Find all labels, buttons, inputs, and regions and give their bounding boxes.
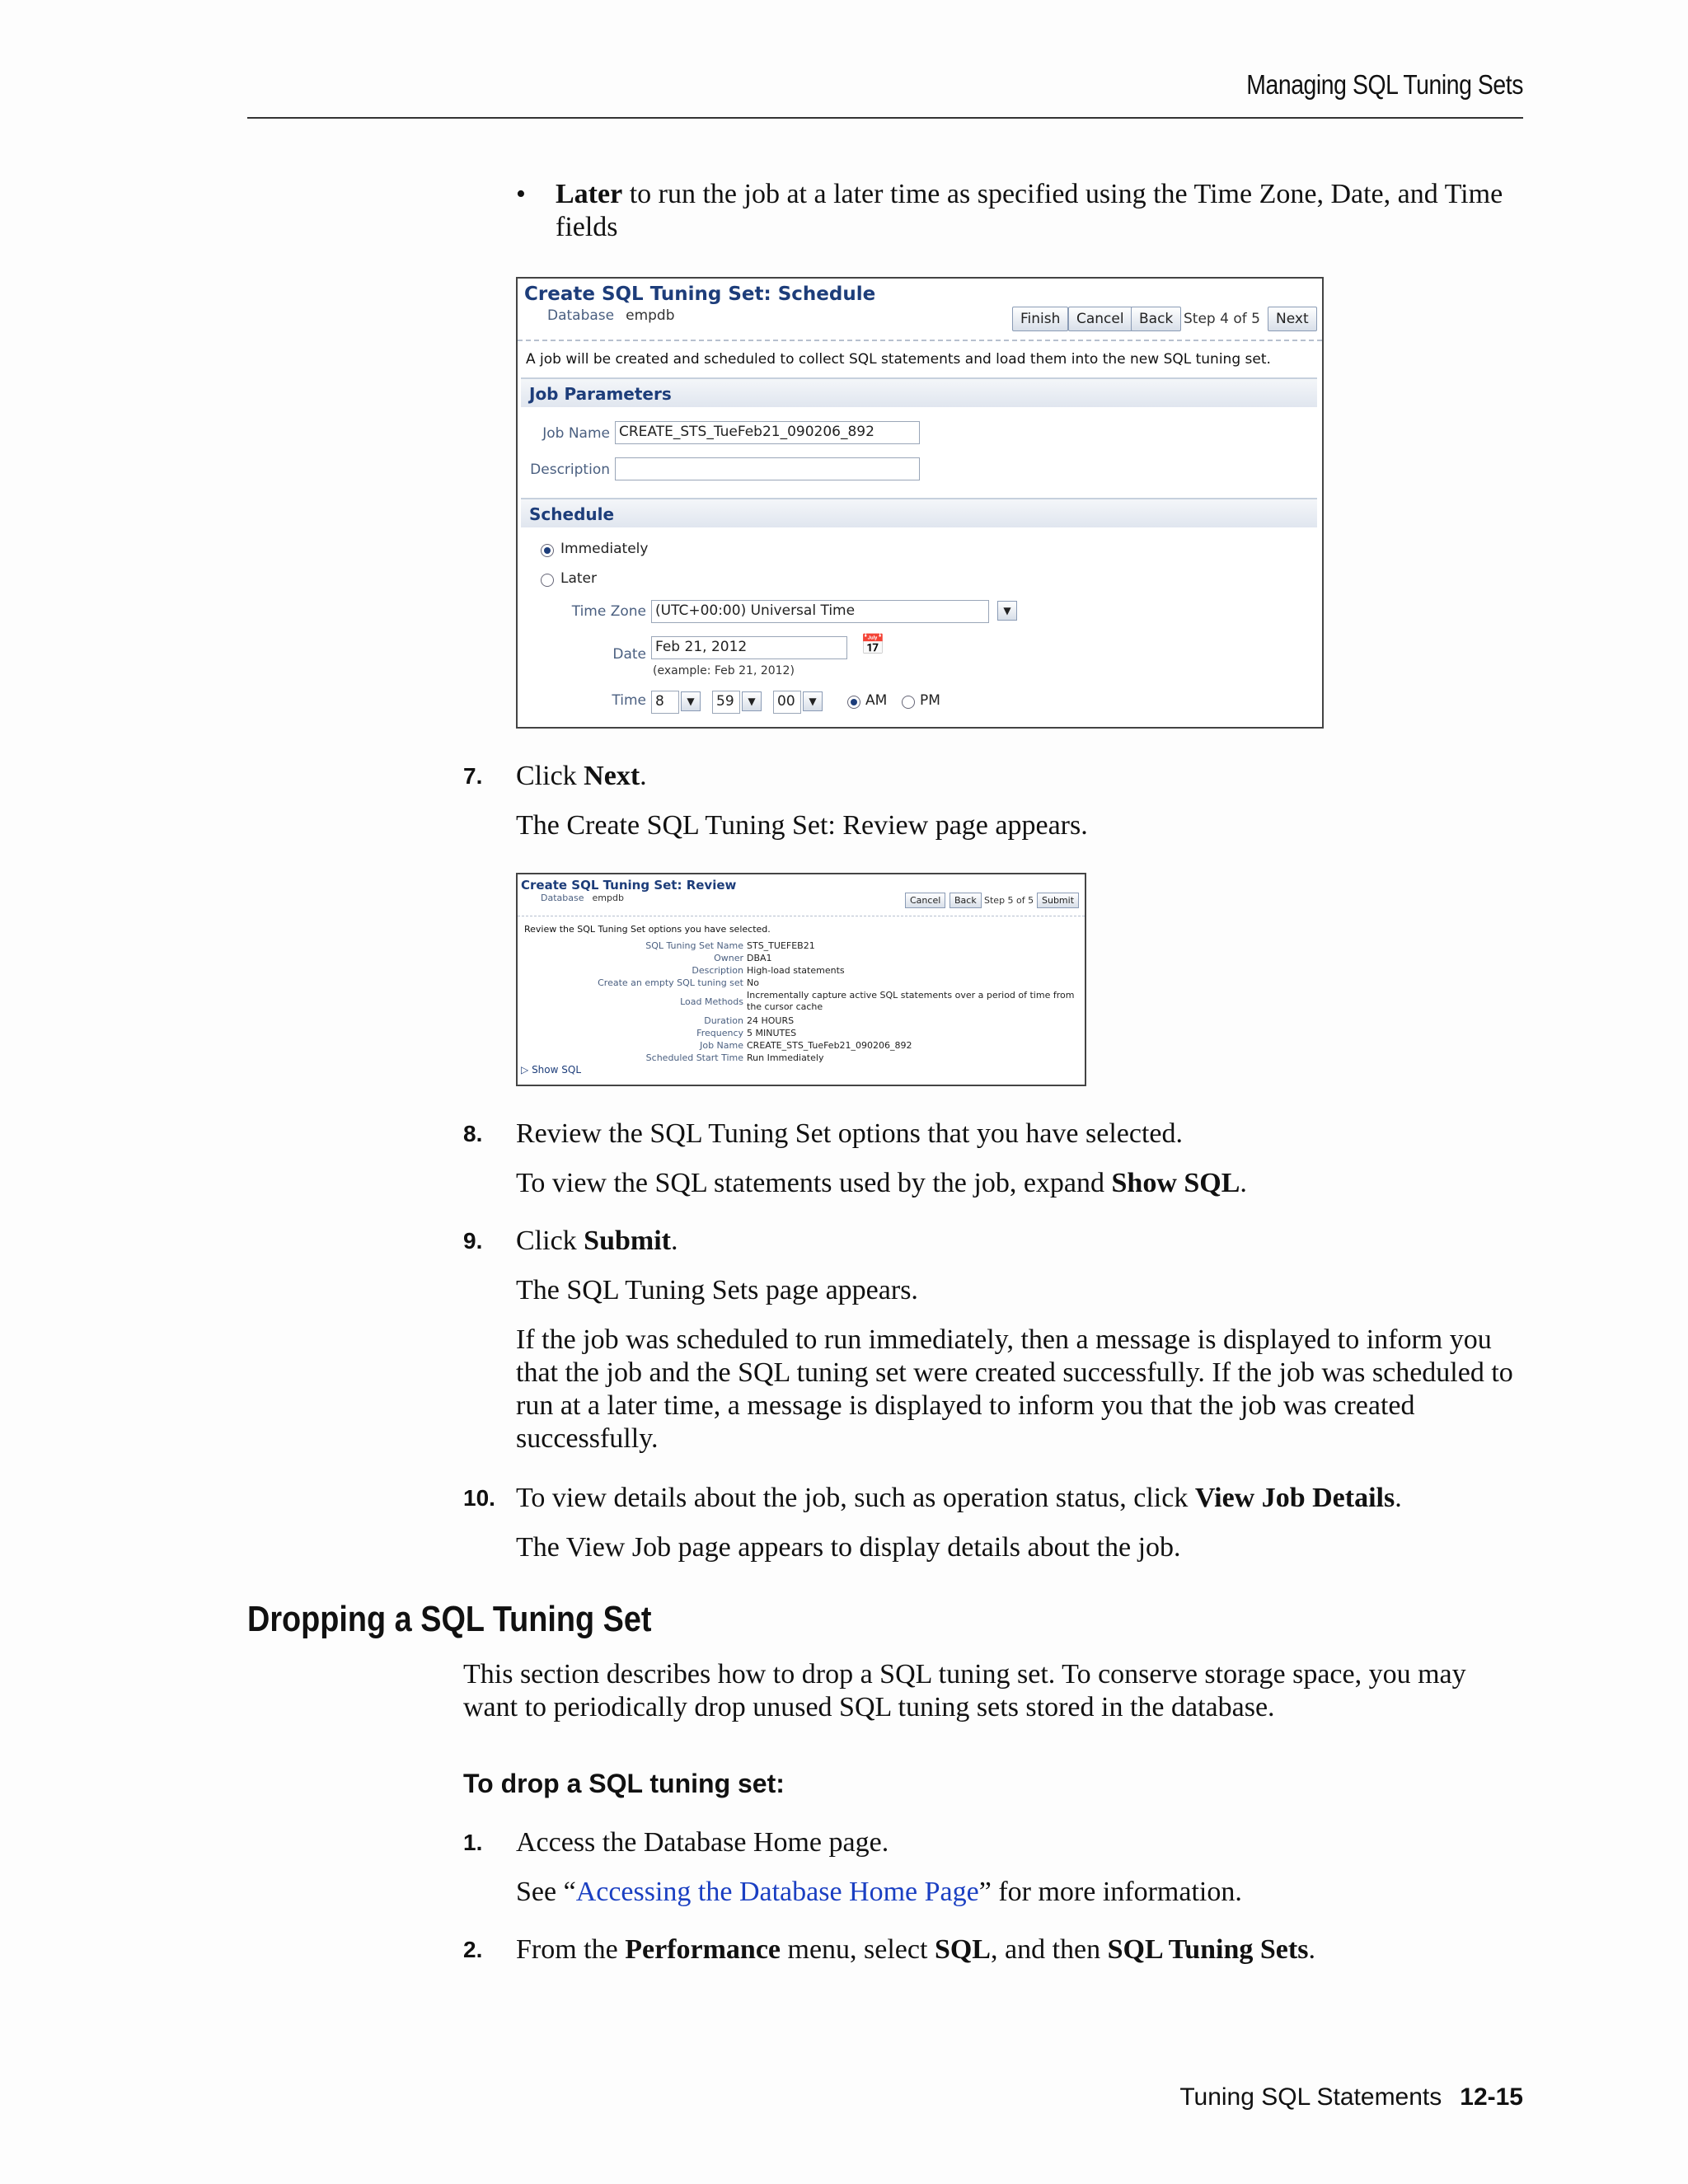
step-10-post: . xyxy=(1395,1483,1402,1513)
description-label: Description xyxy=(530,462,610,478)
d2-sql-tuning-sets: SQL Tuning Sets xyxy=(1107,1934,1309,1965)
d2-a: From the xyxy=(516,1934,626,1965)
step-8-sub-post: . xyxy=(1240,1168,1247,1198)
drop-step-1-number: 1. xyxy=(463,1830,483,1855)
step-7-pre: Click xyxy=(516,761,584,791)
review-value-job-name: CREATE_STS_TueFeb21_090206_892 xyxy=(747,1040,912,1051)
review-label-frequency: Frequency xyxy=(696,1028,743,1038)
pm-label: PM xyxy=(920,692,940,709)
review-label-owner: Owner xyxy=(714,953,743,963)
step-7-result: The Create SQL Tuning Set: Review page appears. xyxy=(516,810,1088,841)
section-intro: This section describes how to drop a SQL tuning set. To conserve storage space, you may want to periodically drop unused SQL tuning sets stored in the database. xyxy=(463,1659,1466,1722)
d2-c: menu, select xyxy=(781,1934,935,1965)
review-value-sts-name: STS_TUEFEB21 xyxy=(747,940,815,951)
step-7-text xyxy=(516,760,1523,793)
hour-select[interactable]: 8 xyxy=(651,691,679,714)
d2-sql: SQL xyxy=(934,1934,991,1965)
pm-radio[interactable] xyxy=(902,696,915,709)
step-9-result: The SQL Tuning Sets page appears. xyxy=(516,1275,918,1305)
review-cancel-button[interactable]: Cancel xyxy=(905,893,945,908)
review-screenshot xyxy=(516,873,1086,1086)
minute-select[interactable]: 59 xyxy=(712,691,740,714)
step-10-number: 10. xyxy=(463,1485,495,1511)
review-value-duration: 24 HOURS xyxy=(747,1015,795,1026)
drop-step-2-number: 2. xyxy=(463,1937,483,1962)
review-label-start-time: Scheduled Start Time xyxy=(645,1052,743,1063)
database-value: empdb xyxy=(626,307,675,324)
drop-step-2-text xyxy=(516,1933,1523,1966)
review-step-indicator: Step 5 of 5 xyxy=(984,895,1034,906)
review-value-empty-set: No xyxy=(747,977,759,988)
review-intro: Review the SQL Tuning Set options you have selected. xyxy=(524,924,771,935)
date-input[interactable]: Feb 21, 2012 xyxy=(651,636,847,659)
step-9-paragraph: If the job was scheduled to run immediately, then a message is displayed to inform you that the job and the SQL tuning set were created successfully. If the job was scheduled to run at a later time, a message is displayed to inform you that the job was created successfully. xyxy=(516,1324,1513,1454)
calendar-icon[interactable]: 📅 xyxy=(860,633,885,656)
review-label-sts-name: SQL Tuning Set Name xyxy=(645,940,743,951)
job-name-input[interactable]: CREATE_STS_TueFeb21_090206_892 xyxy=(615,421,920,444)
drop-step-1-see xyxy=(516,1876,1523,1909)
d2-e: , and then xyxy=(990,1934,1108,1965)
step-9-number: 9. xyxy=(463,1228,483,1254)
schedule-heading: Schedule xyxy=(529,504,615,524)
step-7-bold: Next xyxy=(584,761,640,791)
step-8-sub xyxy=(516,1167,1523,1200)
bullet-text: to run the job at a later time as specified using the Time Zone, Date, and Time fields xyxy=(556,179,1503,242)
review-database-value: empdb xyxy=(592,893,624,903)
d2-performance: Performance xyxy=(625,1934,781,1965)
hour-dropdown-icon[interactable]: ▼ xyxy=(681,691,701,711)
later-radio[interactable] xyxy=(541,574,554,587)
drop-step-1-text: Access the Database Home page. xyxy=(516,1827,889,1858)
review-label-empty-set: Create an empty SQL tuning set xyxy=(598,977,743,988)
step-8-sub-pre: To view the SQL statements used by the job, expand xyxy=(516,1168,1112,1198)
review-submit-button[interactable]: Submit xyxy=(1037,893,1079,908)
page-footer xyxy=(1179,2083,1523,2111)
time-zone-label: Time Zone xyxy=(571,603,646,620)
divider xyxy=(518,340,1322,341)
step-8-text: Review the SQL Tuning Set options that you have selected. xyxy=(516,1118,1183,1149)
review-back-button[interactable]: Back xyxy=(950,893,982,908)
bullet-later xyxy=(516,178,1523,244)
second-select[interactable]: 00 xyxy=(773,691,801,714)
step-9-pre: Click xyxy=(516,1226,584,1256)
schedule-intro: A job will be created and scheduled to collect SQL statements and load them into the new SQL tuning set. xyxy=(526,351,1271,368)
running-header: Managing SQL Tuning Sets xyxy=(1246,69,1523,100)
review-value-start-time: Run Immediately xyxy=(747,1052,824,1063)
see-post: ” for more information. xyxy=(978,1877,1242,1907)
review-value-load-methods: Incrementally capture active SQL statements over a period of time from the cursor cache xyxy=(747,990,1075,1012)
see-pre: See “ xyxy=(516,1877,576,1907)
time-label: Time xyxy=(612,692,646,709)
job-name-label: Job Name xyxy=(542,425,610,442)
immediately-label: Immediately xyxy=(560,541,649,557)
footer-page-number: 12-15 xyxy=(1460,2083,1523,2111)
section-heading: Dropping a SQL Tuning Set xyxy=(247,1599,652,1639)
job-parameters-header xyxy=(521,377,1317,407)
review-database xyxy=(541,893,624,903)
step-7-post: . xyxy=(640,761,647,791)
job-parameters-heading: Job Parameters xyxy=(529,384,672,404)
review-value-description: High-load statements xyxy=(747,965,845,976)
description-input[interactable] xyxy=(615,457,920,480)
database-home-page-link[interactable]: Accessing the Database Home Page xyxy=(575,1877,979,1907)
step-indicator: Step 4 of 5 xyxy=(1184,311,1260,327)
later-label: Later xyxy=(560,570,598,587)
review-value-frequency: 5 MINUTES xyxy=(747,1028,797,1038)
step-10-text xyxy=(516,1482,1523,1515)
date-label: Date xyxy=(612,646,646,663)
step-8-number: 8. xyxy=(463,1121,483,1146)
review-label-job-name: Job Name xyxy=(700,1040,743,1051)
bullet-term: Later xyxy=(556,179,623,209)
footer-chapter: Tuning SQL Statements xyxy=(1179,2083,1442,2111)
chevron-down-icon[interactable]: ▼ xyxy=(997,601,1017,621)
second-dropdown-icon[interactable]: ▼ xyxy=(803,691,823,711)
immediately-radio[interactable] xyxy=(541,544,554,557)
review-database-label: Database xyxy=(541,893,584,903)
step-10-result: The View Job page appears to display details about the job. xyxy=(516,1532,1181,1563)
step-10-bold: View Job Details xyxy=(1194,1483,1395,1513)
review-value-owner: DBA1 xyxy=(747,953,772,963)
d2-g: . xyxy=(1308,1934,1315,1965)
minute-dropdown-icon[interactable]: ▼ xyxy=(742,691,762,711)
bullet-dot: • xyxy=(516,179,526,209)
schedule-database xyxy=(547,307,675,324)
show-sql-link[interactable] xyxy=(521,1064,581,1076)
next-button[interactable]: Next xyxy=(1268,307,1317,331)
triangle-right-icon: ▷ xyxy=(521,1064,529,1076)
database-label: Database xyxy=(547,307,615,324)
step-9-post: . xyxy=(671,1226,678,1256)
review-label-duration: Duration xyxy=(704,1015,743,1026)
review-label-description: Description xyxy=(692,965,743,976)
cancel-button[interactable]: Cancel xyxy=(1068,307,1132,331)
header-rule xyxy=(247,117,1523,119)
schedule-screenshot xyxy=(516,277,1324,729)
time-zone-select[interactable]: (UTC+00:00) Universal Time xyxy=(651,600,989,623)
date-hint: (example: Feb 21, 2012) xyxy=(653,664,795,677)
back-button[interactable]: Back xyxy=(1131,307,1181,331)
show-sql-label: Show SQL xyxy=(532,1064,582,1076)
schedule-header xyxy=(521,498,1317,527)
review-title: Create SQL Tuning Set: Review xyxy=(521,878,737,893)
step-7-number: 7. xyxy=(463,763,483,789)
step-9-bold: Submit xyxy=(584,1226,671,1256)
finish-button[interactable]: Finish xyxy=(1012,307,1068,331)
schedule-title: Create SQL Tuning Set: Schedule xyxy=(524,284,876,305)
step-9-text xyxy=(516,1225,1523,1258)
review-label-load-methods: Load Methods xyxy=(680,996,743,1007)
am-radio[interactable] xyxy=(847,696,860,709)
step-10-pre: To view details about the job, such as operation status, click xyxy=(516,1483,1195,1513)
procedure-heading: To drop a SQL tuning set: xyxy=(463,1769,785,1798)
am-label: AM xyxy=(865,692,888,709)
step-8-sub-bold: Show SQL xyxy=(1111,1168,1240,1198)
